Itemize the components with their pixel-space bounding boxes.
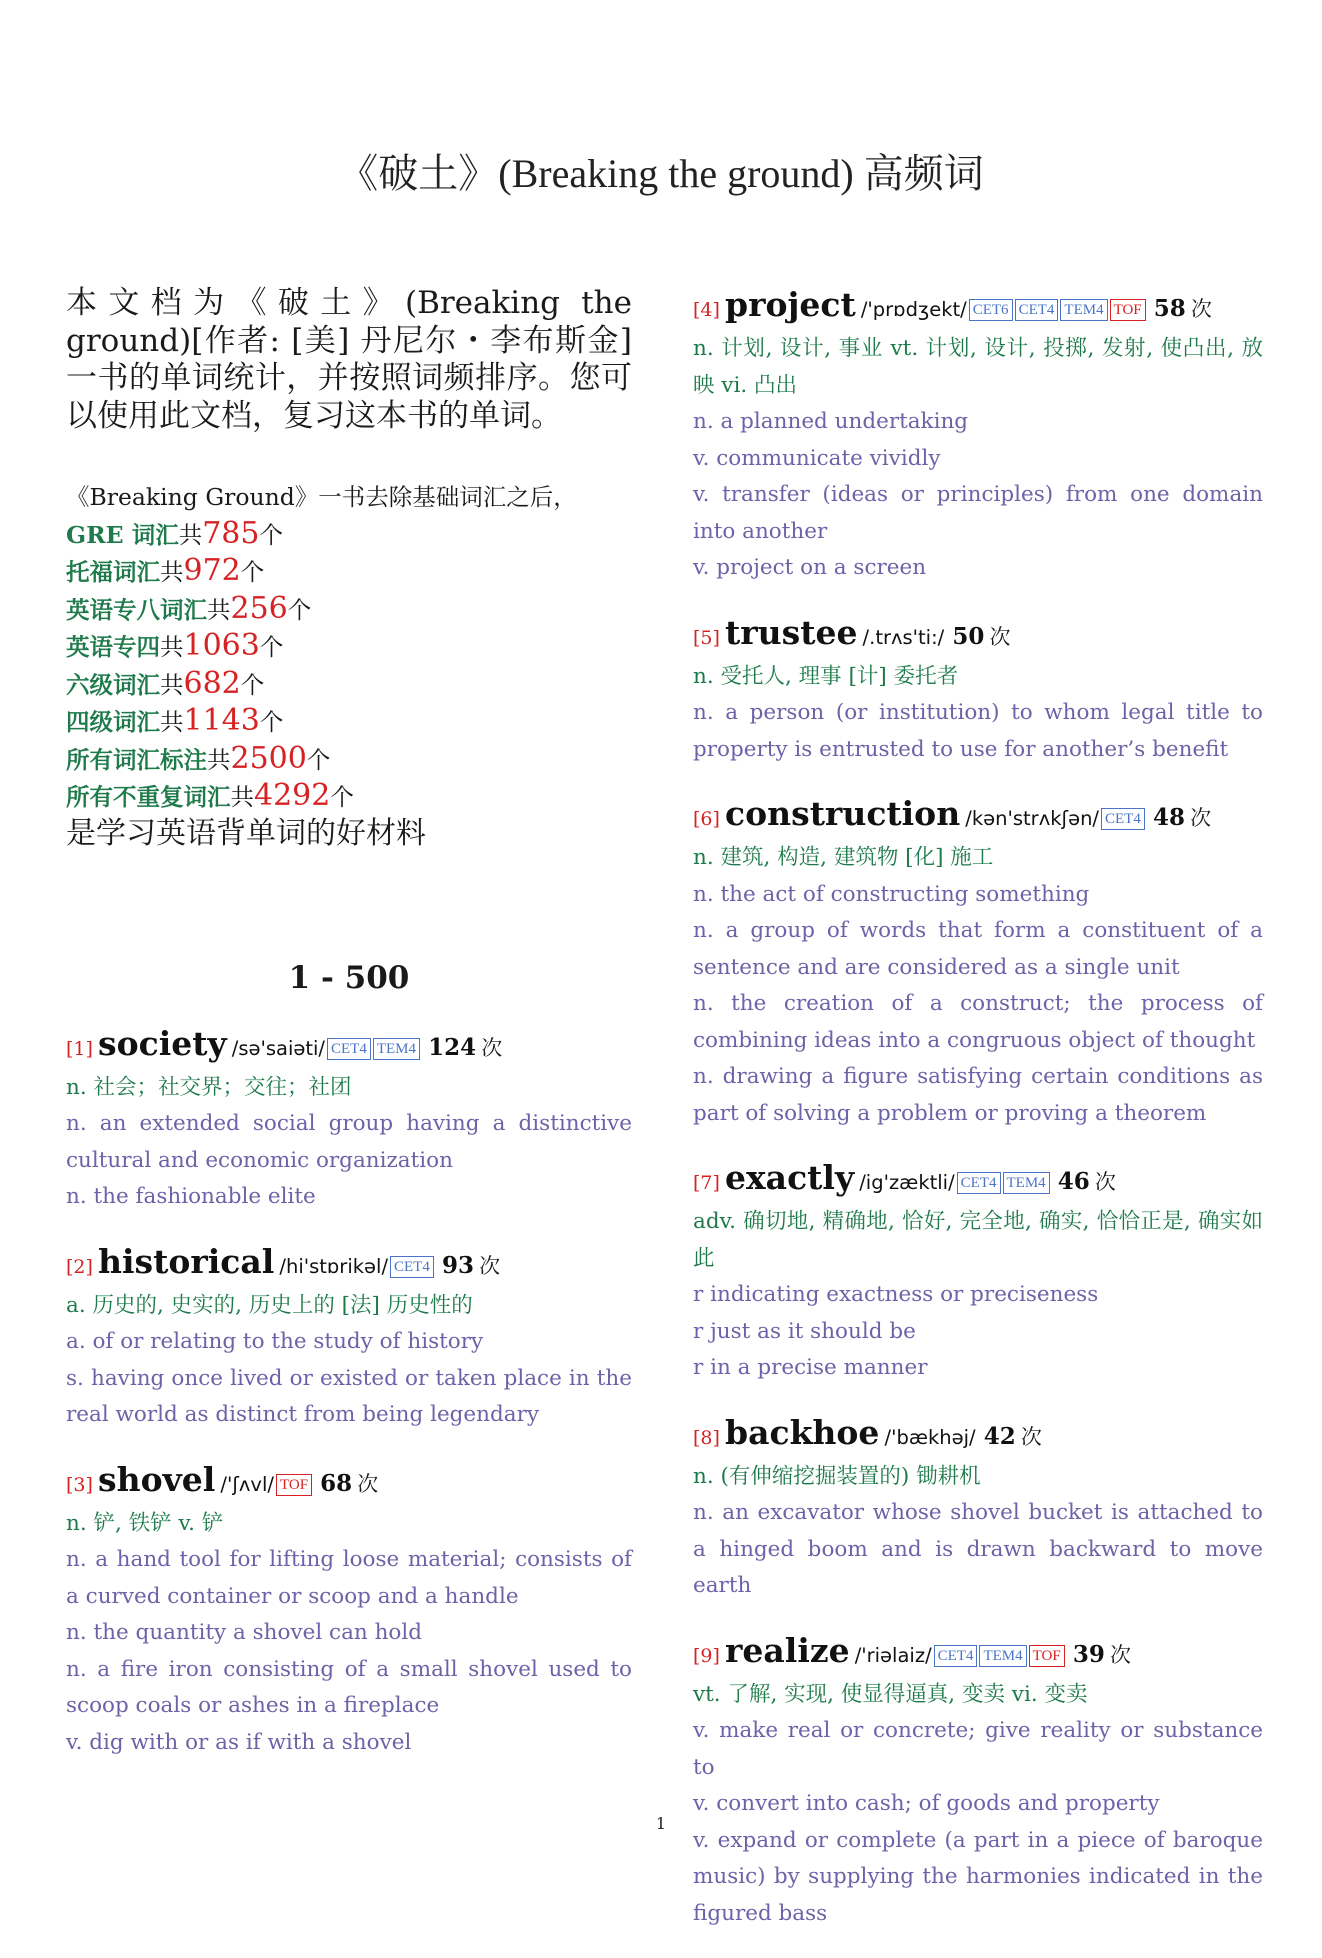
english-definition: n. a hand tool for lifting loose material; consists of a curved container or scoop and a handle [66,1547,632,1609]
stat-label: 所有不重复词汇 [66,783,231,811]
stat-count: 1063 [183,628,260,663]
stat-count: 2500 [230,740,307,776]
stat-unit: 个 [287,595,312,624]
word-entry [66,1024,632,1216]
stat-unit: 个 [259,520,283,549]
english-definition: v. transfer (ideas or principles) from one domain into another [693,482,1263,544]
phonetic: /hi'stɒrikəl/ [279,1254,389,1278]
frequency-count: 39 [1072,1640,1105,1668]
english-definition: n. a planned undertaking [693,409,969,434]
phonetic: /'prɒdʒekt/ [860,298,967,321]
stat-label: 六级词汇 [66,670,160,699]
frequency-unit: 次 [481,1035,503,1060]
phonetic: /'ʃʌvl/ [220,1472,274,1496]
stat-label: GRE 词汇 [66,520,179,549]
english-definition: r indicating exactness or preciseness [693,1282,1099,1307]
right-column [693,285,1263,1958]
entry-header [66,1242,632,1288]
headword: historical [98,1241,275,1281]
stat-unit: 个 [330,783,354,811]
chinese-definition: adv. 确切地, 精确地, 恰好, 完全地, 确实, 恰恰正是, 确实如此 [693,1209,1263,1271]
english-definition: n. the creation of a construct; the process of combining ideas into a congruous object of thought [693,991,1263,1053]
stats-list [66,516,632,816]
frequency-count: 46 [1057,1168,1090,1195]
word-entry [693,285,1263,587]
english-definition: r just as it should be [693,1318,916,1344]
stat-label: 四级词汇 [66,708,160,736]
stat-count: 1143 [183,703,260,738]
left-column [66,285,632,1787]
frequency-count: 48 [1152,804,1185,831]
entry-index: [2] [66,1255,93,1278]
english-definition: v. make real or concrete; give reality or substance to [693,1718,1263,1780]
exam-tag: TOF [276,1474,312,1496]
word-entry [693,1631,1263,1933]
frequency-unit: 次 [989,624,1011,649]
stat-line [66,778,632,816]
chinese-definition: n. 铲, 铁铲 v. 铲 [66,1510,224,1536]
entry-header [693,285,1263,331]
chinese-definition: n. 计划, 设计, 事业 vt. 计划, 设计, 投掷, 发射, 使凸出, 放映 vi. 凸出 [693,336,1263,398]
stat-count: 785 [202,515,260,551]
headword: exactly [725,1158,855,1197]
stat-unit: 个 [240,670,265,699]
frequency-unit: 次 [1190,297,1212,321]
frequency-unit: 次 [479,1253,501,1278]
stat-line [66,741,632,779]
stat-line [66,516,632,554]
stat-count: 4292 [254,778,331,813]
entry-index: [3] [66,1473,93,1496]
stat-label: 英语专八词汇 [66,595,207,624]
frequency-unit: 次 [1094,1170,1116,1194]
entry-header [693,794,1263,840]
headword: construction [725,794,961,833]
chinese-definition: vt. 了解, 实现, 使显得逼真, 变卖 vi. 变卖 [693,1681,1088,1707]
stats-lead: 《Breaking Ground》一书去除基础词汇之后， [66,483,577,511]
stat-line [66,553,632,591]
word-entry [693,1158,1263,1387]
exam-tag: CET4 [934,1645,978,1667]
english-definition: r in a precise manner [693,1355,928,1380]
english-definition: v. communicate vividly [693,445,941,471]
stat-label: 所有词汇标注 [66,745,207,774]
english-definition: n. an extended social group having a distinctive cultural and economic organization [66,1111,632,1173]
frequency-count: 42 [983,1422,1016,1450]
chinese-definition: n. 社会；社交界；交往；社团 [66,1074,352,1100]
entry-header [693,1631,1263,1677]
entry-index: [8] [693,1426,720,1449]
exam-tag: CET4 [1015,299,1059,321]
headword: backhoe [725,1412,880,1452]
exam-tag: CET4 [327,1038,371,1060]
english-definition: n. the act of constructing something [693,881,1090,907]
entry-index: [6] [693,808,720,830]
headword: shovel [98,1459,216,1499]
page-number: 1 [655,1814,667,1833]
stat-count: 256 [230,590,288,626]
stat-unit: 个 [306,745,331,774]
frequency-unit: 次 [1020,1424,1042,1449]
phonetic: /sə'saiəti/ [231,1036,325,1060]
stat-suffix: 共 [160,633,184,661]
stat-line [66,703,632,741]
stat-label: 英语专四 [66,633,160,661]
stat-suffix: 共 [160,670,184,699]
document-title: 《破土》(Breaking the ground) 高频词 [338,151,984,196]
phonetic: /'riəlaiz/ [854,1643,932,1667]
exam-tag: CET6 [969,299,1013,321]
stat-unit: 个 [240,558,265,586]
stat-line [66,591,632,629]
frequency-count: 50 [952,622,985,650]
stat-count: 682 [183,665,241,701]
exam-tag: CET4 [957,1172,1001,1194]
chinese-definition: a. 历史的, 史实的, 历史上的 [法] 历史性的 [66,1292,473,1318]
headword: project [725,285,856,324]
english-definition: s. having once lived or existed or taken place in the real world as distinct from being legendary [66,1365,632,1427]
word-entry [693,794,1263,1132]
stat-suffix: 共 [207,595,231,624]
range-heading: 1 - 500 [288,959,410,996]
stat-line [66,628,632,666]
stat-suffix: 共 [178,520,203,549]
frequency-count: 58 [1153,295,1186,322]
phonetic: /'bækhəj/ [884,1425,976,1449]
exam-tag: TEM4 [1060,299,1107,321]
frequency-unit: 次 [1190,806,1212,830]
phonetic: /ig'zæktli/ [859,1171,955,1194]
english-definition: n. a person (or institution) to whom legal title to property is entrusted to use for another’s benefit [693,700,1263,762]
exam-tag: TOF [1110,299,1146,321]
entry-header [693,1158,1263,1204]
exam-tag: TEM4 [1003,1172,1050,1194]
headword: trustee [725,612,858,652]
word-entry [66,1242,632,1434]
word-entry [66,1460,632,1762]
stat-suffix: 共 [160,558,184,586]
headword: society [98,1023,227,1063]
frequency-count: 68 [320,1469,353,1497]
stat-suffix: 共 [207,745,231,774]
chinese-definition: n. 受托人, 理事 [计] 委托者 [693,663,959,689]
english-definition: n. an excavator whose shovel bucket is attached to a hinged boom and is drawn backward to move earth [693,1500,1263,1598]
exam-tag: CET4 [1101,808,1145,830]
entry-list-right [693,285,1263,1932]
stat-line [66,666,632,704]
exam-tag: CET4 [390,1256,434,1278]
frequency-unit: 次 [357,1471,379,1496]
word-entry [693,613,1263,769]
english-definition: v. dig with or as if with a shovel [66,1729,412,1755]
entry-list-left [66,1024,632,1762]
english-definition: n. the fashionable elite [66,1184,316,1209]
frequency-unit: 次 [1109,1642,1131,1667]
stat-label: 托福词汇 [66,558,160,586]
entry-index: [1] [66,1037,93,1060]
stat-suffix: 共 [160,708,184,736]
chinese-definition: n. (有伸缩挖掘装置的) 锄耕机 [693,1463,981,1489]
entry-header [66,1460,632,1506]
intro-paragraph: 本文档为《破土》(Breaking the ground)[作者: [美] 丹尼尔・李布斯金] 一书的单词统计，并按照词频排序。您可以使用此文档，复习这本书的单词。 [66,285,632,434]
frequency-count: 124 [428,1033,477,1061]
headword: realize [725,1630,850,1670]
stat-unit: 个 [259,708,284,736]
frequency-count: 93 [441,1251,474,1279]
vocabulary-stats [66,479,632,852]
exam-tag: TEM4 [979,1645,1026,1667]
phonetic: /kən'strʌkʃən/ [965,807,1100,830]
stat-suffix: 共 [230,783,254,811]
stats-outro: 是学习英语背单词的好材料 [66,815,426,851]
entry-index: [5] [693,626,720,649]
chinese-definition: n. 建筑, 构造, 建筑物 [化] 施工 [693,845,994,870]
english-definition: n. a group of words that form a constituent of a sentence and are considered as a single unit [693,918,1263,980]
english-definition: v. expand or complete (a part in a piece of baroque music) by supplying the harmonies indicated in the figured bass [693,1827,1263,1926]
english-definition: n. drawing a figure satisfying certain conditions as part of solving a problem or proving a theorem [693,1064,1263,1126]
entry-index: [9] [693,1644,720,1667]
entry-header [693,1413,1263,1459]
entry-index: [4] [693,299,720,321]
english-definition: v. project on a screen [693,555,927,580]
stat-count: 972 [183,553,241,588]
english-definition: n. a fire iron consisting of a small shovel used to scoop coals or ashes in a fireplace [66,1656,632,1718]
stat-unit: 个 [259,633,284,661]
english-definition: a. of or relating to the study of history [66,1329,484,1354]
english-definition: n. the quantity a shovel can hold [66,1620,422,1645]
entry-index: [7] [693,1172,720,1194]
entry-header [693,613,1263,659]
word-entry [693,1413,1263,1605]
phonetic: /.trʌs'ti:/ [862,625,945,649]
exam-tag: TEM4 [373,1038,420,1060]
english-definition: v. convert into cash; of goods and property [693,1791,1160,1816]
entry-header [66,1024,632,1070]
exam-tag: TOF [1029,1645,1065,1667]
